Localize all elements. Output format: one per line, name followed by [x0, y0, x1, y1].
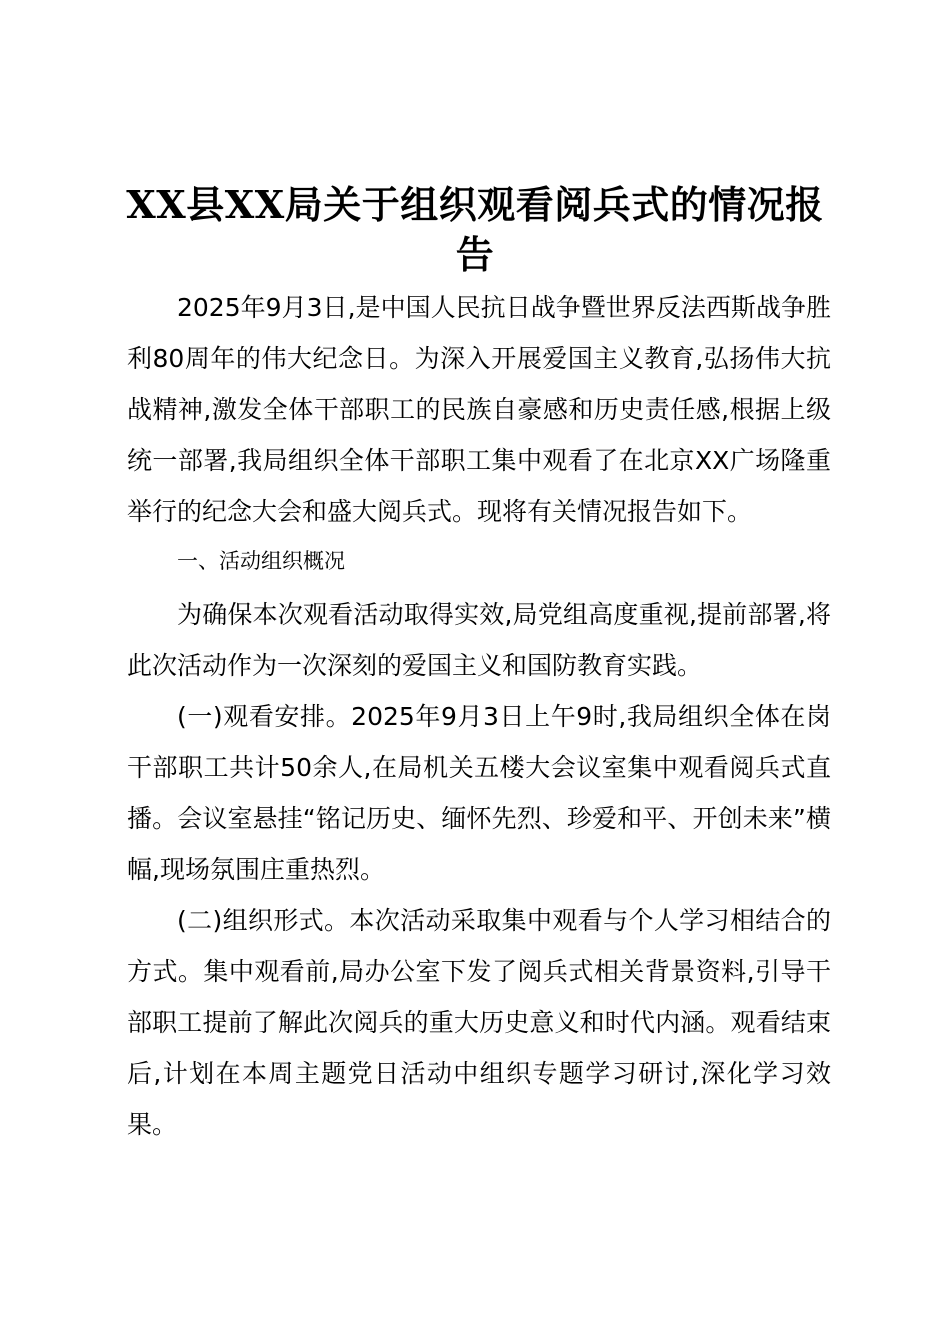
section-intro-paragraph: 为确保本次观看活动取得实效,局党组高度重视,提前部署,将此次活动作为一次深刻的爱国主义和国防教育实践。	[127, 600, 831, 680]
viewing-arrangement-paragraph: (一)观看安排。2025年9月3日上午9时,我局组织全体在岗干部职工共计50余人,在局机关五楼大会议室集中观看阅兵式直播。会议室悬挂“铭记历史、缅怀先烈、珍爱和平、开创未来”横幅,现场氛围庄重热烈。	[127, 702, 831, 884]
document-body	[127, 282, 831, 1150]
organization-form-paragraph: (二)组织形式。本次活动采取集中观看与个人学习相结合的方式。集中观看前,局办公室下发了阅兵式相关背景资料,引导干部职工提前了解此次阅兵的重大历史意义和时代内涵。观看结束后,计划在本周主题党日活动中组织专题学习研讨,深化学习效果。	[127, 906, 831, 1139]
section-heading: 一、活动组织概况	[176, 549, 345, 573]
intro-paragraph: 2025年9月3日,是中国人民抗日战争暨世界反法西斯战争胜利80周年的伟大纪念日。为深入开展爱国主义教育,弘扬伟大抗战精神,激发全体干部职工的民族自豪感和历史责任感,根据上级统一部署,我局组织全体干部职工集中观看了在北京XX广场隆重举行的纪念大会和盛大阅兵式。现将有关情况报告如下。	[127, 293, 831, 526]
document-title: XX县XX局关于组织观看阅兵式的情况报告	[126, 182, 824, 277]
